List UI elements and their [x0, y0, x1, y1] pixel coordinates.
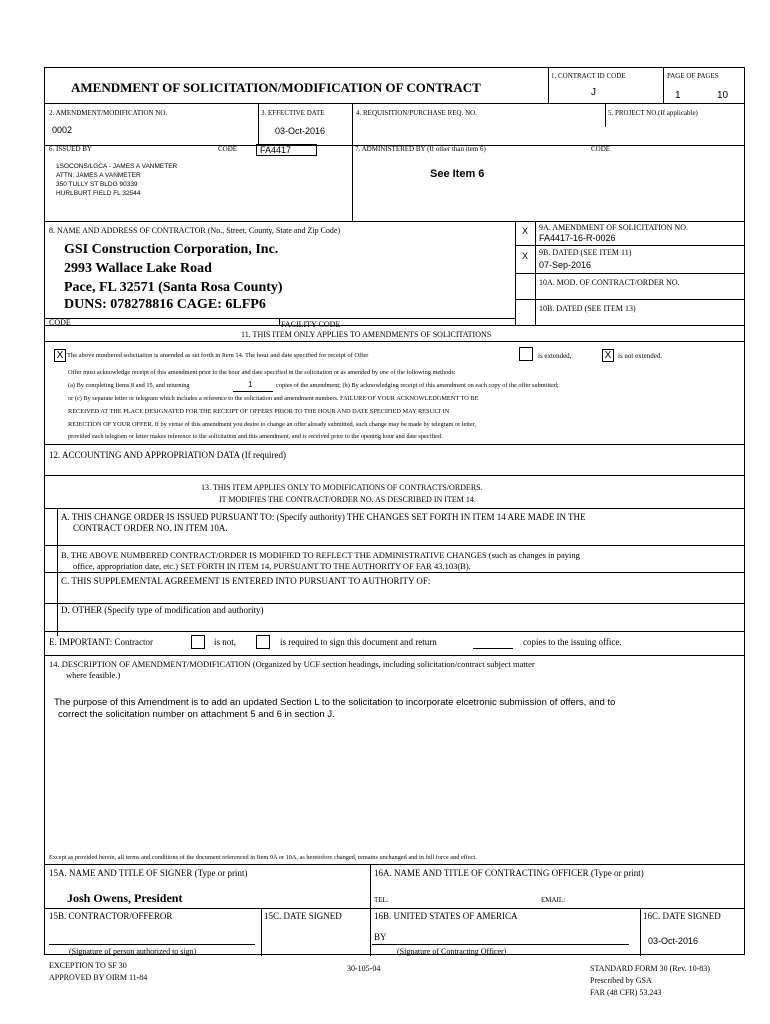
issued-by-label: 6. ISSUED BY	[49, 145, 92, 153]
copies-returned-value[interactable]: 1	[248, 380, 253, 389]
acknowledge-text: (a) By completing Items 8 and 15, and returning	[68, 382, 190, 389]
sf30-form	[44, 67, 745, 955]
item-13a-text: A. THIS CHANGE ORDER IS ISSUED PURSUANT TO: (Specify authority) THE CHANGES SET FORTH IN ITEM 14 ARE MADE IN THE	[61, 512, 586, 522]
contractor-duns-cage: DUNS: 078278816 CAGE: 6LFP6	[64, 297, 266, 312]
item-15a-label: 15A. NAME AND TITLE OF SIGNER (Type or print)	[49, 868, 248, 878]
contractor-code-label: CODE	[49, 318, 71, 327]
total-pages[interactable]: 10	[717, 90, 729, 101]
acknowledge-text: RECEIVED AT THE PLACE DESIGNATED FOR THE RECEIPT OF OFFERS PRIOR TO THE HOUR AND DATE SPECIFIED MAY RESULT IN	[68, 408, 450, 415]
issued-by-code-box[interactable]	[256, 144, 317, 156]
item-13-subheader: IT MODIFIES THE CONTRACT/ORDER NO. AS DESCRIBED IN ITEM 14.	[219, 495, 476, 504]
contract-id-value[interactable]: J	[591, 87, 596, 98]
administered-by-label: 7. ADMINISTERED BY (If other than item 6)	[355, 145, 486, 153]
not-extended-checkbox[interactable]: X	[602, 349, 614, 362]
copies-blank[interactable]	[473, 648, 513, 649]
issuer-address-line: 350 TULLY ST BLDG 90339	[56, 181, 138, 188]
page-number[interactable]: 1	[675, 90, 681, 101]
contractor-signature-caption: (Signature of person authorized to sign)	[69, 947, 197, 956]
project-no-label: 5. PROJECT NO.(If applicable)	[608, 109, 698, 117]
contract-id-label: 1. CONTRACT ID CODE	[551, 72, 626, 80]
item-9b-label: 9B. DATED (SEE ITEM 11)	[539, 248, 632, 257]
tel-label: TEL:	[374, 896, 389, 904]
copies-label: copies to the issuing office.	[523, 637, 622, 647]
item-14-description: correct the solicitation number on attachment 5 and 6 in section J.	[58, 709, 335, 720]
item-15b-label: 15B. CONTRACTOR/OFFEROR	[49, 911, 173, 921]
issuer-address-line: 1SOCONS/LGCA - JAMES A VANMETER	[56, 163, 178, 170]
contractor-signature-line[interactable]	[49, 944, 255, 945]
is-not-checkbox[interactable]	[191, 635, 205, 649]
officer-signature-caption: (Signature of Contracting Officer)	[397, 947, 507, 956]
item-e-label: E. IMPORTANT: Contractor	[49, 637, 154, 647]
footer-standard-form: STANDARD FORM 30 (Rev. 10-83)	[590, 964, 710, 973]
item-14-label: where feasible.)	[66, 670, 121, 680]
footer-approved: APPROVED BY OIRM 11-84	[49, 973, 148, 982]
not-extended-label: is not extended.	[618, 352, 663, 360]
item-9b-checkbox[interactable]: X	[522, 251, 529, 261]
footer-form-number: 30-105-04	[347, 964, 381, 973]
except-statement: Except as provided herein, all terms and conditions of the document referenced in Item 9A or 10A, as heretofore changed, remains unchanged and in full force and effect.	[49, 854, 477, 861]
facility-code-label: FACILITY CODE	[281, 320, 341, 329]
footer-far: FAR (48 CFR) 53.243	[590, 988, 662, 997]
acknowledge-text: copies of the amendment; (b) By acknowledging receipt of this amendment on each copy of the offer submitted;	[276, 382, 559, 389]
contractor-address-line: Pace, FL 32571 (Santa Rosa County)	[64, 280, 283, 295]
footer-exception: EXCEPTION TO SF 30	[49, 961, 127, 970]
extended-label: is extended,	[538, 352, 572, 360]
acknowledge-text: REJECTION OF YOUR OFFER. If by virtue of this amendment you desire to change an offer already submitted, such change may be made by telegram or letter,	[68, 421, 477, 428]
acknowledge-text: Offer must acknowledge receipt of this amendment prior to the hour and date specified in the solicitation or as amended by one of the following methods:	[68, 369, 456, 376]
item-12-label: 12. ACCOUNTING AND APPROPRIATION DATA (If required)	[49, 450, 287, 460]
item-16b-label: 16B. UNITED STATES OF AMERICA	[374, 911, 518, 921]
item-9a-label: 9A. AMENDMENT OF SOLICITATION NO.	[539, 223, 688, 232]
issued-by-code-value: FA4417	[260, 145, 292, 155]
footer-prescribed: Prescribed by GSA	[590, 976, 652, 985]
date-16c-value[interactable]: 03-Oct-2016	[648, 936, 699, 946]
is-required-label: is required to sign this document and return	[280, 637, 437, 647]
contractor-label: 8. NAME AND ADDRESS OF CONTRACTOR (No., Street, County, State and Zip Code)	[49, 226, 341, 235]
issuer-address-line: ATTN: JAMES A VANMETER	[56, 172, 141, 179]
item-9a-value[interactable]: FA4417-16-R-0026	[539, 233, 616, 243]
item-13a-text: CONTRACT ORDER NO. IN ITEM 10A.	[73, 523, 228, 533]
item-14-label: 14. DESCRIPTION OF AMENDMENT/MODIFICATION (Organized by UCF section headings, including solicitation/contract subject matter	[49, 659, 535, 669]
item-13c-text: C. THIS SUPPLEMENTAL AGREEMENT IS ENTERED INTO PURSUANT TO AUTHORITY OF:	[61, 576, 431, 586]
item-10a-label: 10A. MOD. OF CONTRACT/ORDER NO.	[539, 278, 680, 287]
contractor-address-line: 2993 Wallace Lake Road	[64, 261, 212, 276]
amended-statement: The above numbered solicitation is amended as set forth in Item 14. The hour and date specified for receipt of Offer	[67, 352, 369, 359]
contractor-name: GSI Construction Corporation, Inc.	[64, 242, 279, 257]
is-required-checkbox[interactable]	[256, 635, 270, 649]
item-11-header: 11. THIS ITEM ONLY APPLIES TO AMENDMENTS OF SOLICITATIONS	[241, 330, 492, 339]
extended-checkbox[interactable]	[519, 347, 533, 361]
requisition-label: 4. REQUISITION/PURCHASE REQ. NO.	[356, 109, 477, 117]
amendment-no-value[interactable]: 0002	[52, 125, 73, 135]
administered-by-value: See Item 6	[430, 168, 485, 180]
item-13d-text: D. OTHER (Specify type of modification and authority)	[61, 605, 264, 615]
effective-date-label: 3. EFFECTIVE DATE	[261, 109, 325, 117]
amended-checkbox[interactable]: X	[54, 349, 66, 362]
issued-by-code-label: CODE	[218, 145, 238, 153]
item-15c-label: 15C. DATE SIGNED	[264, 911, 342, 921]
item-13-header: 13. THIS ITEM APPLIES ONLY TO MODIFICATIONS OF CONTRACTS/ORDERS.	[201, 483, 483, 492]
item-9a-checkbox[interactable]: X	[522, 226, 529, 236]
is-not-label: is not,	[214, 637, 237, 647]
by-label: BY	[374, 932, 387, 942]
item-14-description: The purpose of this Amendment is to add an updated Section L to the solicitation to incorporate elcetronic submission of offers, and to	[54, 697, 616, 708]
acknowledge-text: or (c) By separate letter or telegram which includes a reference to the solicitation and amendment numbers. FAILURE OF YOUR ACKNOWLEDGMENT TO BE	[68, 395, 479, 402]
administered-code-label: CODE	[591, 145, 611, 153]
acknowledge-text: provided each telegram or letter makes reference to the solicitation and this amendment, and is received prior to the opening hour and date specified.	[68, 433, 443, 440]
page-of-pages-label: PAGE OF PAGES	[667, 72, 719, 80]
item-9b-value[interactable]: 07-Sep-2016	[539, 260, 592, 270]
form-title: AMENDMENT OF SOLICITATION/MODIFICATION OF CONTRACT	[71, 80, 481, 95]
signer-name-title[interactable]: Josh Owens, President	[67, 891, 183, 905]
item-13b-text: B. THE ABOVE NUMBERED CONTRACT/ORDER IS MODIFIED TO REFLECT THE ADMINISTRATIVE CHANGES (such as changes in paying	[61, 550, 580, 560]
item-10b-label: 10B. DATED (SEE ITEM 13)	[539, 304, 636, 313]
item-16a-label: 16A. NAME AND TITLE OF CONTRACTING OFFICER (Type or print)	[374, 868, 644, 878]
item-13b-text: office, appropriation date, etc.) SET FORTH IN ITEM 14, PURSUANT TO THE AUTHORITY OF FAR 43.103(B).	[73, 561, 471, 571]
issuer-address-line: HURLBURT FIELD FL 32544	[56, 190, 141, 197]
effective-date-value[interactable]: 03-Oct-2016	[275, 126, 326, 136]
email-label: EMAIL:	[541, 896, 566, 904]
amendment-no-label: 2. AMENDMENT/MODIFICATION NO.	[49, 109, 168, 117]
item-16c-label: 16C. DATE SIGNED	[643, 911, 721, 921]
officer-signature-line[interactable]	[372, 944, 629, 945]
